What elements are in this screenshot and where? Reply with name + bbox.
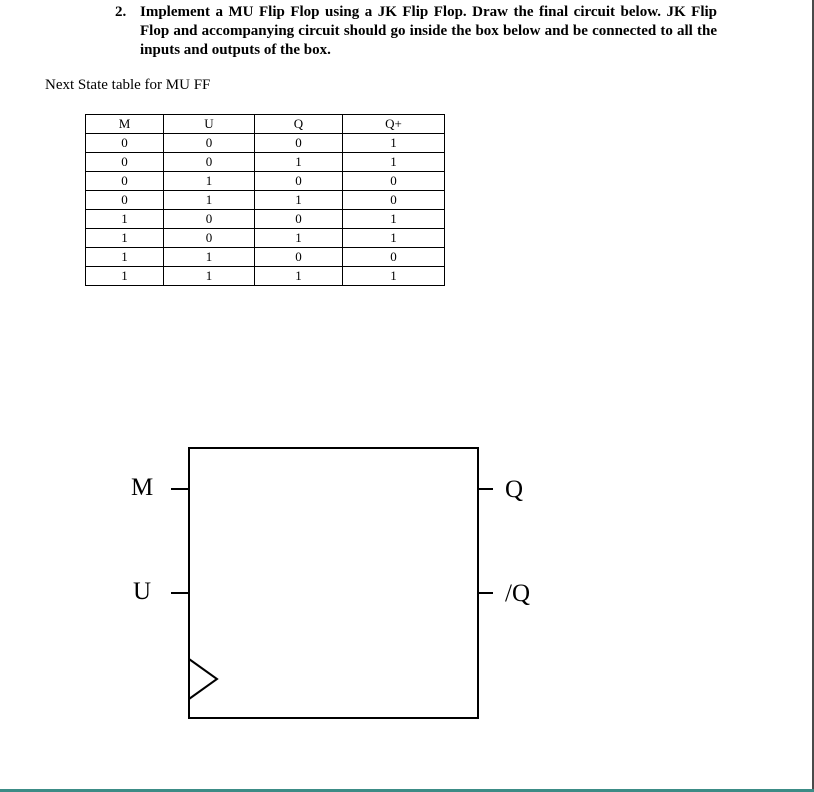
output-label-qbar: /Q bbox=[505, 580, 530, 607]
cell-q-next: 0 bbox=[343, 172, 445, 191]
cell-q-next: 1 bbox=[343, 267, 445, 286]
cell-u: 1 bbox=[164, 267, 255, 286]
cell-q: 0 bbox=[255, 172, 343, 191]
input-m-lead bbox=[171, 488, 188, 490]
table-row bbox=[86, 267, 445, 286]
cell-u: 0 bbox=[164, 229, 255, 248]
cell-q-next: 1 bbox=[343, 210, 445, 229]
cell-m: 1 bbox=[86, 210, 164, 229]
cell-m: 1 bbox=[86, 267, 164, 286]
table-header-row bbox=[86, 115, 445, 134]
cell-q: 1 bbox=[255, 267, 343, 286]
output-label-q: Q bbox=[505, 476, 524, 503]
table-row bbox=[86, 229, 445, 248]
header-q-next: Q+ bbox=[343, 115, 445, 134]
cell-q: 0 bbox=[255, 134, 343, 153]
table-row bbox=[86, 134, 445, 153]
cell-q-next: 1 bbox=[343, 229, 445, 248]
table-caption: Next State table for MU FF bbox=[45, 77, 211, 93]
header-m: M bbox=[86, 115, 164, 134]
cell-q-next: 0 bbox=[343, 191, 445, 210]
cell-q-next: 1 bbox=[343, 153, 445, 172]
cell-u: 1 bbox=[164, 248, 255, 267]
output-qbar-lead bbox=[477, 592, 493, 594]
cell-m: 1 bbox=[86, 229, 164, 248]
table-row bbox=[86, 191, 445, 210]
cell-q: 1 bbox=[255, 191, 343, 210]
cell-q: 1 bbox=[255, 153, 343, 172]
cell-u: 0 bbox=[164, 210, 255, 229]
cell-q: 1 bbox=[255, 229, 343, 248]
cell-q: 0 bbox=[255, 210, 343, 229]
cell-q: 0 bbox=[255, 248, 343, 267]
input-u-lead bbox=[171, 592, 188, 594]
table-row bbox=[86, 210, 445, 229]
header-q: Q bbox=[255, 115, 343, 134]
cell-m: 1 bbox=[86, 248, 164, 267]
next-state-table bbox=[85, 114, 445, 286]
input-label-u: U bbox=[133, 578, 152, 605]
cell-q-next: 0 bbox=[343, 248, 445, 267]
table-row bbox=[86, 248, 445, 267]
cell-m: 0 bbox=[86, 153, 164, 172]
header-u: U bbox=[164, 115, 255, 134]
output-q-lead bbox=[477, 488, 493, 490]
table-row bbox=[86, 153, 445, 172]
cell-u: 1 bbox=[164, 191, 255, 210]
cell-m: 0 bbox=[86, 134, 164, 153]
flip-flop-box[interactable] bbox=[188, 447, 479, 719]
cell-u: 0 bbox=[164, 134, 255, 153]
cell-u: 0 bbox=[164, 153, 255, 172]
table-row bbox=[86, 172, 445, 191]
question-number: 2. bbox=[115, 4, 127, 20]
cell-u: 1 bbox=[164, 172, 255, 191]
input-label-m: M bbox=[131, 474, 154, 501]
question-text: Implement a MU Flip Flop using a JK Flip Flop. Draw the final circuit below. JK Flip Flop and accompanying circuit should go inside the box below and be connected to all the inputs and outputs of the box. bbox=[140, 4, 717, 58]
cell-q-next: 1 bbox=[343, 134, 445, 153]
cell-m: 0 bbox=[86, 172, 164, 191]
clock-triangle-icon bbox=[188, 658, 220, 700]
cell-m: 0 bbox=[86, 191, 164, 210]
